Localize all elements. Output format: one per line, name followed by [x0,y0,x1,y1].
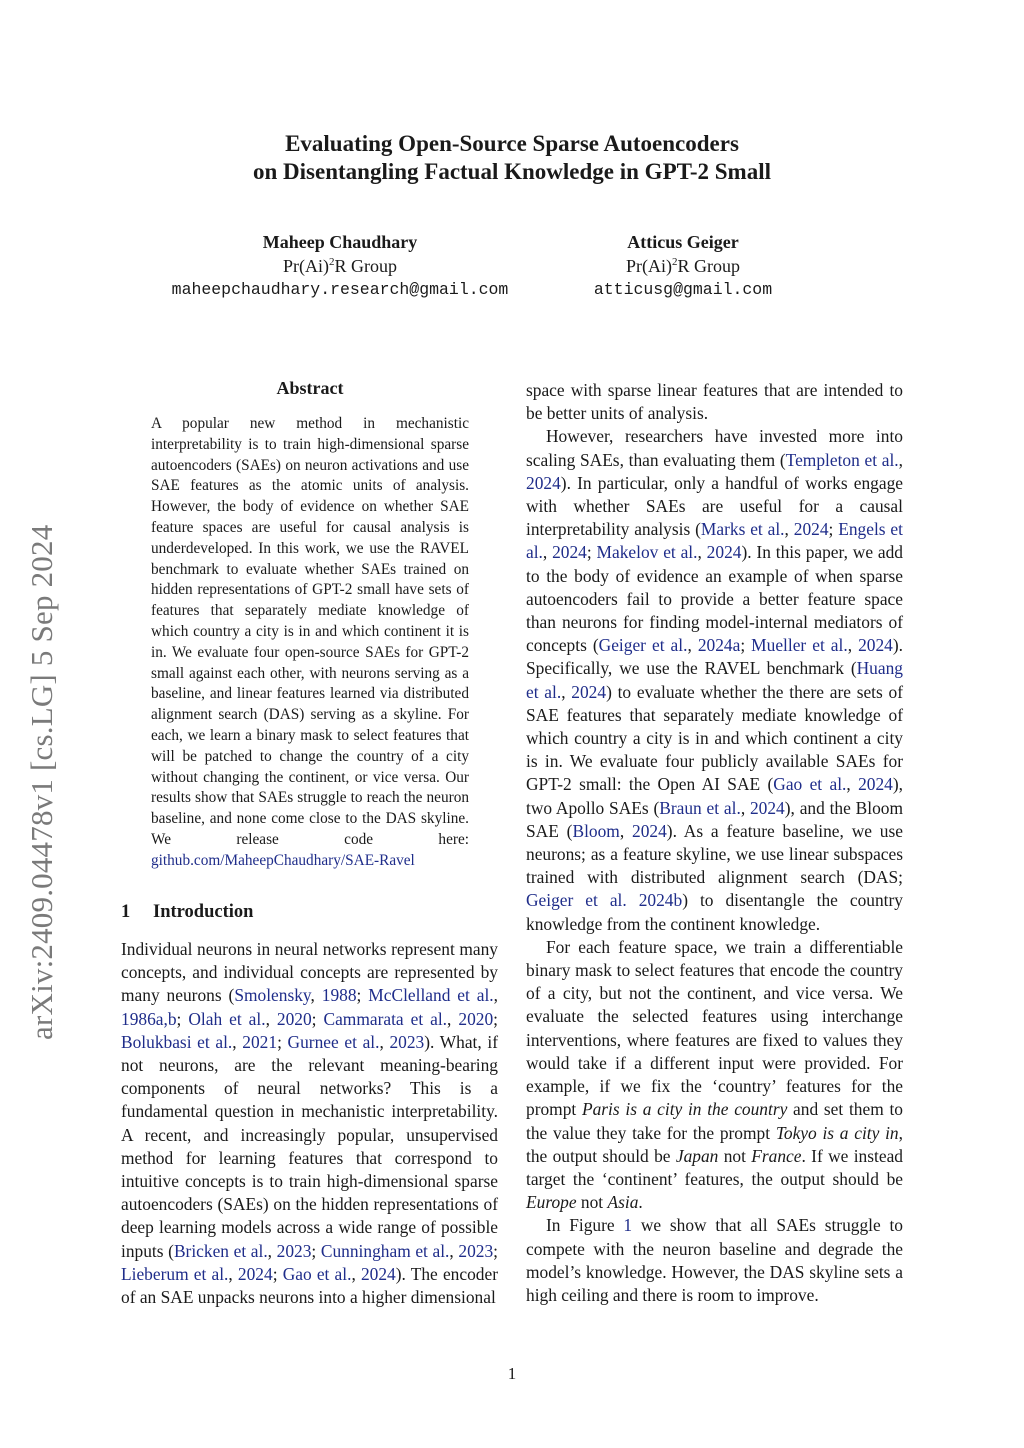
citation[interactable]: Gurnee et al. [287,1031,380,1052]
citation[interactable]: 2024 [552,542,587,563]
citation[interactable]: 2024 [360,1263,396,1284]
code-link[interactable]: github.com/MaheepChaudhary/SAE-Ravel [151,851,415,869]
abstract-heading: Abstract [276,378,344,398]
citation[interactable]: Lieberum et al. [121,1263,229,1284]
intro-paragraph-3: For each feature space, we train a differentiable binary mask to select features that encode the country of a city, but not the continent, and vice versa. We evaluate the selected features using interchange interventions, where features are fixed to values they would take if a different input were provided. For example, if we fix the ‘country’ features for the prompt Paris is a city in the country and set them to the value they take for the prompt Tokyo is a city in, the output should be Japan not France. If we instead target the ‘continent’ features, the output should be Europe not Asia. [526,936,903,1213]
citation[interactable]: Gao et al. [282,1263,352,1284]
citation[interactable]: Bloom [572,820,620,841]
section-title: Introduction [153,902,254,922]
abstract-text: A popular new method in mechanistic interpretability is to train high-dimensional sparse autoencoders (SAEs) on neuron activations and use SAE features as the atomic units of analysis. However, the body of evidence on whether SAE feature spaces are useful for causal analysis is underdeveloped. In this work, we use the RAVEL benchmark to evaluate whether SAEs trained on hidden representations of GPT-2 small have sets of features that separately mediate knowledge of which country a city is in and which continent it is in. We evaluate four open-source SAEs for GPT-2 small against each other, with neurons serving as a baseline, and linear features learned via distributed alignment search (DAS) serving as a skyline. For each, we learn a binary mask to select features that will be patched to change the country of a city without changing the continent, or vice versa. Our results show that SAEs struggle to reach the neuron baseline, and none come close to the DAS skyline. We release code here: [151,415,469,848]
citation[interactable]: 1986a,b [121,1008,177,1029]
title-line-2: on Disentangling Factual Knowledge in GPT-2 Small [253,159,771,184]
citation[interactable]: Marks et al. [700,519,785,540]
citation[interactable]: Cunningham et al. [320,1240,450,1261]
citation[interactable]: Geiger et al. [598,635,688,656]
author-affiliation: $Pr(Ai)^2R$ Group [283,256,397,276]
citation[interactable]: 2024 [632,820,667,841]
arxiv-stamp: arXiv:2409.04478v1 [cs.LG] 5 Sep 2024 [24,524,59,1040]
citation[interactable]: 2024 [237,1263,273,1284]
citation[interactable]: Makelov et al. [596,542,698,563]
citation[interactable]: 2024 [858,635,893,656]
citation[interactable]: 2023 [389,1031,425,1052]
citation[interactable]: Bolukbasi et al. [121,1031,233,1052]
citation[interactable]: 2020 [458,1008,494,1029]
citation[interactable]: 2024 [793,519,829,540]
author-email[interactable]: maheepchaudhary.research@gmail.com [171,280,509,299]
citation[interactable]: Engels et al. [526,519,903,563]
author-name: Atticus Geiger [627,232,739,252]
page-number: 1 [507,1364,517,1383]
citation[interactable]: 2023 [276,1240,312,1261]
citation[interactable]: Braun et al. [659,797,741,818]
citation[interactable]: Huang et al. [526,658,903,702]
citation[interactable]: Smolensky [234,985,311,1006]
paper-title [0,130,1024,186]
citation[interactable]: Geiger et al. [526,890,627,911]
citation[interactable]: McClelland et al. [368,985,494,1006]
citation[interactable]: 2024b [638,890,683,911]
figure-reference[interactable]: 1 [623,1215,633,1236]
intro-paragraph-2: However, researchers have invested more into scaling SAEs, than evaluating them (Templeton et al., 2024). In particular, only a handful of works engage with whether SAEs are useful for a causal interpretability analysis (Marks et al., 2024; Engels et al., 2024; Makelov et al., 2024). In this paper, we add to the body of evidence an example of when sparse autoencoders fail to provide a better feature space than neurons for finding model-internal mediators of concepts (Geiger et al., 2024a; Mueller et al., 2024). Specifically, we use the RAVEL benchmark (Huang et al., 2024) to evaluate whether the there are sets of SAE features that separately mediate knowledge of which country a city is in and which continent a city is in. We evaluate four publicly available SAEs for GPT-2 small: the Open AI SAE (Gao et al., 2024), two Apollo SAEs (Braun et al., 2024), and the Bloom SAE (Bloom, 2024). As a feature baseline, we use neurons; as a feature skyline, we use linear subspaces trained with distributed alignment search (DAS; Geiger et al. 2024b) to disentangle the country knowledge from the continent knowledge. [526,426,904,934]
intro-paragraph-4: In Figure 1 we show that all SAEs struggle to compete with the neuron baseline and degrade the model’s knowledge. However, the DAS skyline sets a high ceiling and there is room to improve. [526,1215,903,1305]
intro-paragraph-continued: space with sparse linear features that are intended to be better units of analysis. [526,380,903,424]
citation[interactable]: 2024 [706,542,742,563]
citation[interactable]: 1988 [321,985,357,1006]
citation[interactable]: Bricken et al. [173,1240,268,1261]
citation[interactable]: 2020 [276,1008,312,1029]
author-name: Maheep Chaudhary [262,232,418,252]
citation[interactable]: Gao et al. [773,774,847,795]
citation[interactable]: Cammarata et al. [323,1008,448,1029]
citation[interactable]: 2023 [458,1240,494,1261]
citation[interactable]: 2024 [526,472,561,493]
citation[interactable]: 2024 [749,797,785,818]
section-heading [121,902,253,923]
author-affiliation: $Pr(Ai)^2R$ Group [626,256,740,276]
author-email[interactable]: atticusg@gmail.com [593,280,773,299]
author-block-1 [150,230,530,302]
citation[interactable]: Olah et al. [188,1008,266,1029]
intro-right-column [526,379,903,1307]
author-block-2 [540,230,826,302]
title-line-1: Evaluating Open-Source Sparse Autoencoders [285,131,739,156]
citation[interactable]: Mueller et al. [751,635,848,656]
intro-paragraph-1: Individual neurons in neural networks represent many concepts, and individual concepts are represented by many neurons (Smolensky, 1988; McClelland et al., 1986a,b; Olah et al., 2020; Cammarata et al., 2020; Bolukbasi et al., 2021; Gurnee et al., 2023). What, if not neurons, are the relevant meaning-bearing components of neural networks? This is a fundamental question in mechanistic interpretability. A recent, and increasingly popular, unsupervised method for learning features that correspond to intuitive concepts is to train high-dimensional sparse autoencoders (SAEs) on the hidden representations of deep learning models across a wide range of possible inputs (Bricken et al., 2023; Cunningham et al., 2023; Lieberum et al., 2024; Gao et al., 2024). The encoder of an SAE unpacks neurons into a higher dimensional [121,939,499,1308]
citation[interactable]: 2024 [858,774,893,795]
intro-left-column [121,938,498,1309]
section-number: 1 [121,902,131,922]
citation[interactable]: 2024 [571,681,607,702]
citation[interactable]: Templeton et al. [785,449,899,470]
abstract-body [151,414,469,872]
citation[interactable]: 2024a [697,635,741,656]
citation[interactable]: 2021 [242,1031,278,1052]
